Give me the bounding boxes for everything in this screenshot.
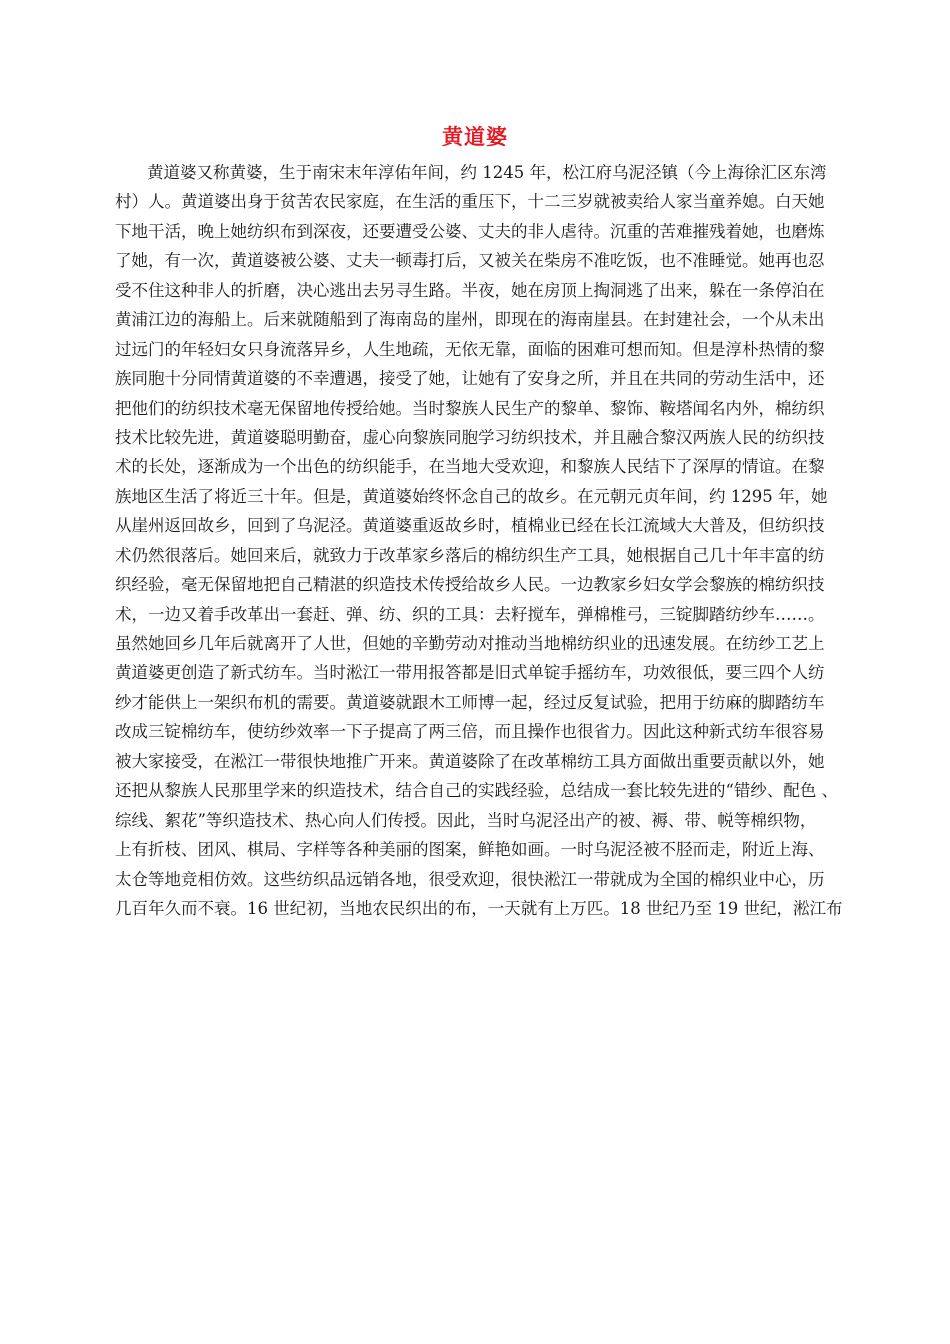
paragraph-line: 从崖州返回故乡，回到了乌泥泾。黄道婆重返故乡时，植棉业已经在长江流域大大普及，但纺织技	[115, 516, 825, 536]
paragraph-line: 黄道婆更创造了新式纺车。当时淞江一带用报答都是旧式单锭手摇纺车，功效很低，要三四个人纺	[115, 663, 825, 683]
paragraph-line: 上有折枝、团风、棋局、字样等各种美丽的图案，鲜艳如画。一时乌泥泾被不胫而走，附近上海、	[115, 840, 825, 860]
paragraph-line: 太仓等地竞相仿效。这些纺织品远销各地，很受欢迎，很快淞江一带就成为全国的棉织业中心，历	[115, 869, 825, 889]
paragraph-line: 下地干活，晚上她纺织布到深夜，还要遭受公婆、丈夫的非人虐待。沉重的苦难摧残着她，也磨炼	[115, 221, 825, 241]
paragraph-line: 纱才能供上一架织布机的需要。黄道婆就跟木工师博一起，经过反复试验，把用于纺麻的脚踏纺车	[115, 692, 825, 712]
paragraph-line: 织经验，毫无保留地把自己精湛的织造技术传授给故乡人民。一边教家乡妇女学会黎族的棉纺织技	[115, 575, 825, 595]
paragraph-line: 族同胞十分同情黄道婆的不幸遭遇，接受了她，让她有了安身之所，并且在共同的劳动生活中，还	[115, 369, 825, 389]
paragraph-line: 虽然她回乡几年后就离开了人世，但她的辛勤劳动对推动当地棉纺织业的迅速发展。在纺纱工艺上	[115, 634, 825, 653]
paragraph-line: 术的长处，逐渐成为一个出色的纺织能手，在当地大受欢迎，和黎族人民结下了深厚的情谊。在黎	[115, 457, 825, 477]
paragraph-line: 把他们的纺织技术毫无保留地传授给她。当时黎族人民生产的黎单、黎饰、鞍塔闻名内外，棉纺织	[115, 398, 825, 418]
paragraph-line: 黄道婆又称黄婆，生于南宋末年淳佑年间，约 1245 年，松江府乌泥泾镇（今上海徐汇区东湾	[147, 163, 827, 182]
paragraph-line: 族地区生活了将近三十年。但是，黄道婆始终怀念自己的故乡。在元朝元贞年间，约 1295 年，她	[115, 486, 828, 506]
paragraph-line: 黄浦江边的海船上。后来就随船到了海南岛的崖州，即现在的海南崖县。在封建社会，一个从未出	[115, 310, 825, 330]
paragraph-line: 几百年久而不衰。16 世纪初，当地农民织出的布，一天就有上万匹。18 世纪乃至 19 世纪，淞江布	[115, 898, 843, 918]
paragraph-line: 被大家接受，在淞江一带很快地推广开来。黄道婆除了在改革棉纺工具方面做出重要贡献以外，她	[115, 751, 825, 771]
paragraph-line: 村）人。黄道婆出身于贫苦农民家庭，在生活的重压下，十二三岁就被卖给人家当童养媳。白天她	[115, 192, 825, 212]
paragraph-line: 了她，有一次，黄道婆被公婆、丈夫一顿毒打后，又被关在柴房不准吃饭，也不准睡觉。她再也忍	[115, 251, 825, 271]
paragraph-line: 还把从黎族人民那里学来的织造技术，结合自己的实践经验，总结成一套比较先进的“错纱、配色 、	[115, 781, 839, 801]
paragraph-line: 术仍然很落后。她回来后，就致力于改革家乡落后的棉纺织生产工具，她根据自己几十年丰富的纺	[115, 545, 825, 565]
paragraph-line: 综线、絮花”等织造技术、热心向人们传授。因此，当时乌泥泾出产的被、褥、带、帨等棉织物，	[115, 810, 817, 830]
paragraph-line: 技术比较先进，黄道婆聪明勤奋，虚心向黎族同胞学习纺织技术，并且融合黎汉两族人民的纺织技	[115, 427, 825, 447]
paragraph-line: 术，一边又着手改革出一套赶、弹、纺、织的工具：去籽搅车，弹棉椎弓，三锭脚踏纺纱车……。	[115, 604, 825, 624]
page-title: 黄道婆	[442, 124, 508, 149]
paragraph-line: 受不住这种非人的折磨，决心逃出去另寻生路。半夜，她在房顶上掏洞逃了出来，躲在一条停泊在	[115, 280, 825, 300]
paragraph-line: 改成三锭棉纺车，使纺纱效率一下子提高了两三倍，而且操作也很省力。因此这种新式纺车很容易	[115, 722, 825, 742]
paragraph-line: 过远门的年轻妇女只身流落异乡，人生地疏，无依无靠，面临的困难可想而知。但是淳朴热情的黎	[115, 339, 825, 359]
article-body	[115, 158, 855, 923]
